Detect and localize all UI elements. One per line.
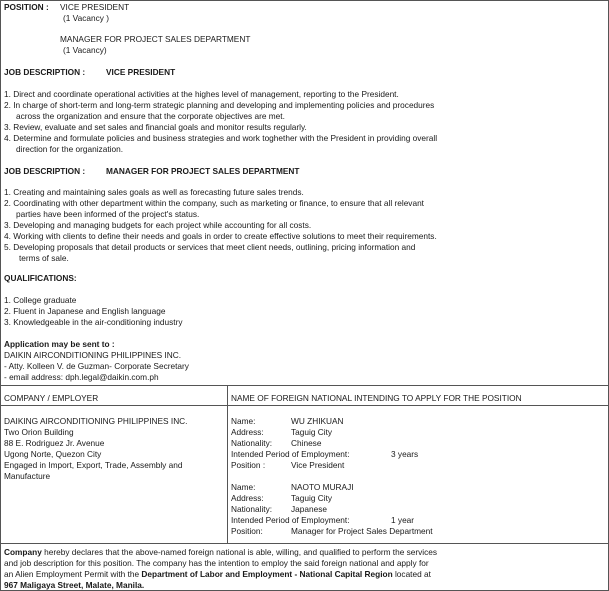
- applicant-1-period: 3 years: [391, 449, 419, 459]
- applicant-period-label: Intended Period of Employment:: [231, 515, 350, 525]
- applicant-2-position: Manager for Project Sales Department: [291, 526, 433, 536]
- jd-vp-item: across the organization and ensure that the corporate objectives are met.: [16, 111, 285, 121]
- applicant-period-label: Intended Period of Employment:: [231, 449, 350, 459]
- employer-line: Manufacture: [4, 471, 51, 481]
- applicant-name-label: Name:: [231, 416, 256, 426]
- employer-line: Two Orion Building: [4, 427, 74, 437]
- footer-line-1-text: hereby declares that the above-named foreign national is able, willing, and qualified to perform the services: [41, 547, 438, 557]
- applicant-position-label: Position:: [231, 526, 263, 536]
- employer-column-header: COMPANY / EMPLOYER: [4, 393, 99, 403]
- jd-vp-item: 1. Direct and coordinate operational activities at the highes level of management, reporting to the President.: [4, 89, 399, 99]
- applicant-address-label: Address:: [231, 427, 264, 437]
- jd-mgr-label: JOB DESCRIPTION :: [4, 166, 86, 176]
- applicant-2-name: NAOTO MURAJI: [291, 482, 354, 492]
- jd-vp-title: VICE PRESIDENT: [106, 67, 176, 77]
- position-title-2: MANAGER FOR PROJECT SALES DEPARTMENT: [60, 34, 251, 44]
- footer-company-word: Company: [4, 547, 42, 557]
- applicant-1-name: WU ZHIKUAN: [291, 416, 344, 426]
- position-vacancy-2: (1 Vacancy): [63, 45, 107, 55]
- applicant-1-address: Taguig City: [291, 427, 333, 437]
- qualifications-label: QUALIFICATIONS:: [4, 273, 77, 283]
- footer-line-2: and job description for this position. The company has the intention to employ the said foreign national and apply for: [4, 558, 429, 568]
- application-company: DAIKIN AIRCONDITIONING PHILIPPINES INC.: [4, 350, 182, 360]
- footer-line-3-end: located at: [392, 569, 431, 579]
- qualification-item: 3. Knowledgeable in the air-conditioning industry: [4, 317, 183, 327]
- qualification-item: 2. Fluent in Japanese and English language: [4, 306, 166, 316]
- applicant-1-position: Vice President: [291, 460, 345, 470]
- qualification-item: 1. College graduate: [4, 295, 77, 305]
- footer-address: 967 Maligaya Street, Malate, Manila.: [4, 580, 145, 590]
- application-attention: - Atty. Kolleen V. de Guzman- Corporate Secretary: [4, 361, 189, 371]
- applicant-position-label: Position :: [231, 460, 266, 470]
- jd-vp-label: JOB DESCRIPTION :: [4, 67, 86, 77]
- applicant-2-period: 1 year: [391, 515, 415, 525]
- applicant-name-label: Name:: [231, 482, 256, 492]
- table-top-border: [0, 385, 608, 386]
- applicant-2-nationality: Japanese: [291, 504, 327, 514]
- employer-line: Engaged in Import, Export, Trade, Assembly and: [4, 460, 183, 470]
- jd-mgr-item: 3. Developing and managing budgets for each project while accounting for all costs.: [4, 220, 312, 230]
- jd-mgr-item: 5. Developing proposals that detail products or services that meet client needs, outlining, pricing information and: [4, 242, 416, 252]
- position-vacancy-1: (1 Vacancy ): [63, 13, 109, 23]
- employer-line: 88 E. Rodriguez Jr. Avenue: [4, 438, 105, 448]
- position-label: POSITION :: [4, 2, 49, 12]
- footer-line-1: [4, 547, 437, 558]
- footer-line-3-start: an Alien Employment Permit with the: [4, 569, 142, 579]
- jd-vp-item: 3. Review, evaluate and set sales and financial goals and monitor results regularly.: [4, 122, 307, 132]
- jd-mgr-item: 4. Working with clients to define their needs and goals in order to create effective solutions to meet their requirements.: [4, 231, 437, 241]
- applicant-nationality-label: Nationality:: [231, 438, 273, 448]
- table-bottom-border: [0, 543, 608, 544]
- position-title-1: VICE PRESIDENT: [60, 2, 130, 12]
- jd-vp-item: 2. In charge of short-term and long-term strategic planning and developing and implementing policies and procedures: [4, 100, 435, 110]
- employer-line: DAIKING AIRCONDITIONING PHILIPPINES INC.: [4, 416, 188, 426]
- table-column-divider: [227, 385, 228, 543]
- jd-mgr-item: terms of sale.: [19, 253, 69, 263]
- jd-vp-item: 4. Determine and formulate policies and business strategies and work toghether with the President in providing overall: [4, 133, 438, 143]
- employer-line: Ugong Norte, Quezon City: [4, 449, 102, 459]
- applicant-nationality-label: Nationality:: [231, 504, 273, 514]
- jd-mgr-item: 1. Creating and maintaining sales goals as well as forecasting future sales trends.: [4, 187, 304, 197]
- jd-mgr-item: 2. Coordinating with other department within the company, such as marketing or finance, to ensure that all relevant: [4, 198, 424, 208]
- table-header-border: [0, 405, 608, 406]
- applicant-column-header: NAME OF FOREIGN NATIONAL INTENDING TO APPLY FOR THE POSITION: [231, 393, 522, 403]
- application-label: Application may be sent to :: [4, 339, 115, 349]
- applicant-address-label: Address:: [231, 493, 264, 503]
- footer-dole-ncr: Department of Labor and Employment - National Capital Region: [141, 569, 393, 579]
- application-email: - email address: dph.legal@daikin.com.ph: [4, 372, 159, 382]
- applicant-2-address: Taguig City: [291, 493, 333, 503]
- jd-mgr-item: parties have been informed of the project's status.: [16, 209, 200, 219]
- footer-line-3: [4, 569, 431, 580]
- jd-mgr-title: MANAGER FOR PROJECT SALES DEPARTMENT: [106, 166, 300, 176]
- applicant-1-nationality: Chinese: [291, 438, 322, 448]
- jd-vp-item: direction for the organization.: [16, 144, 124, 154]
